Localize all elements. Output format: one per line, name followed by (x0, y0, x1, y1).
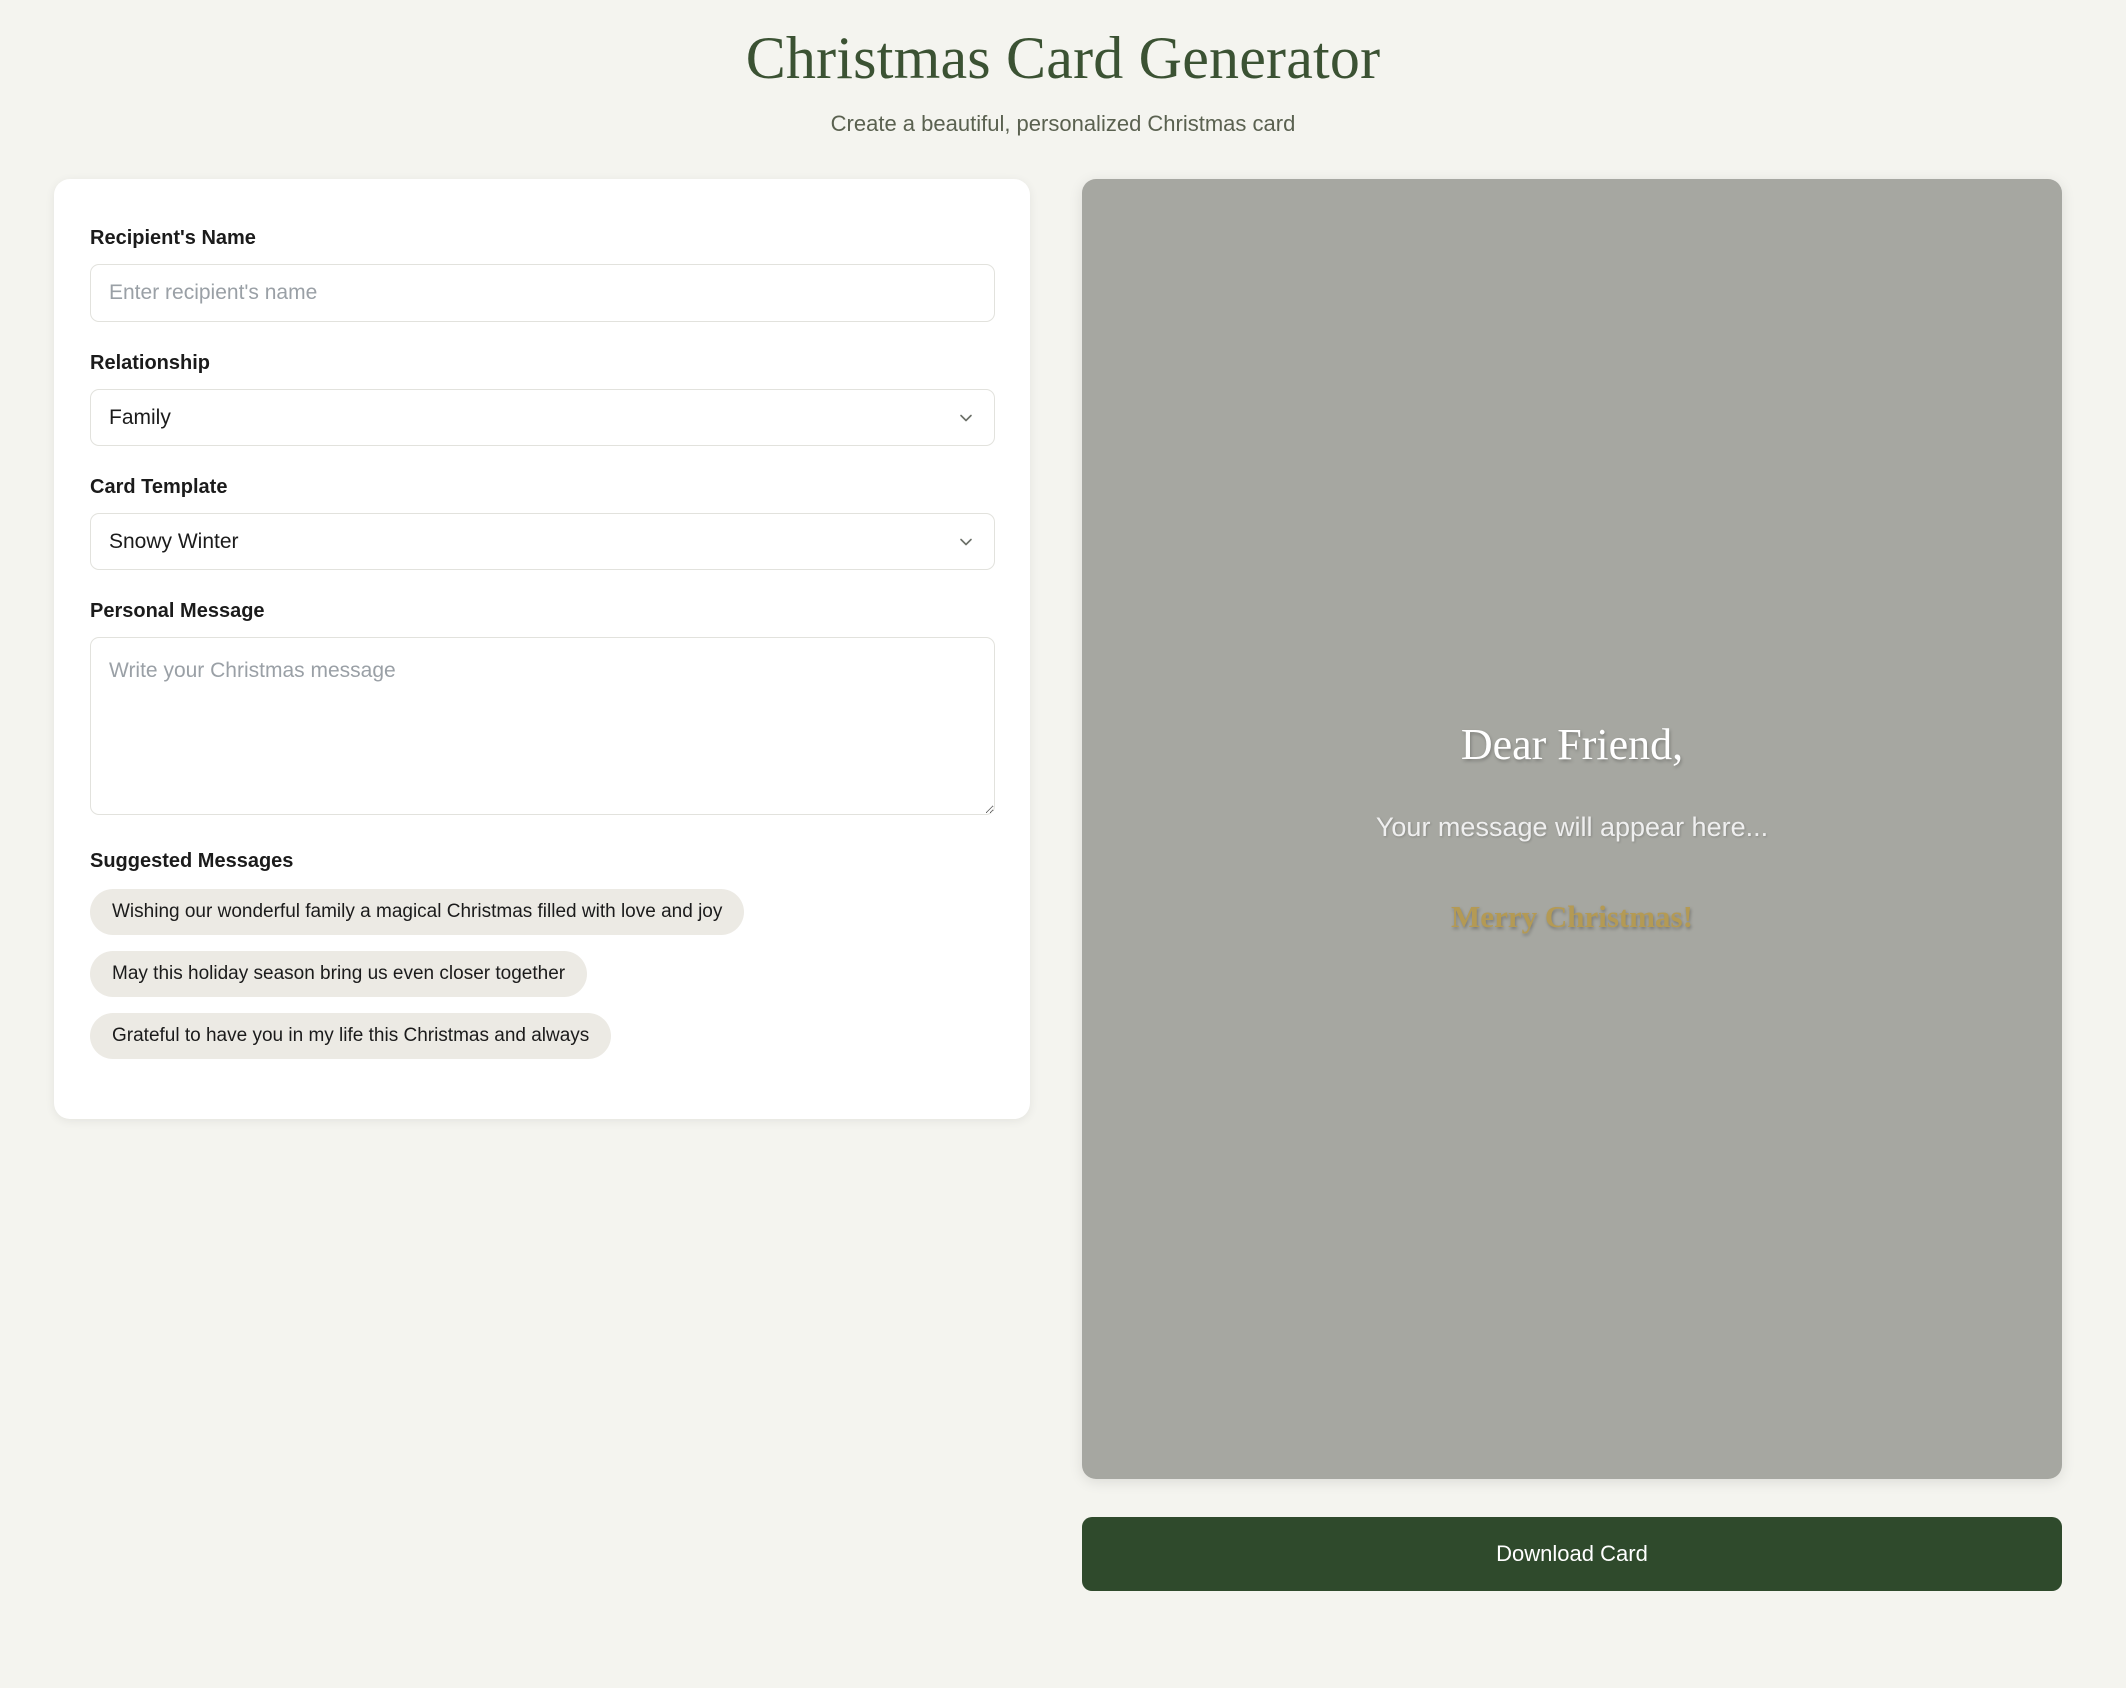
suggestion-row (90, 889, 994, 951)
template-select-wrap (90, 513, 995, 570)
template-field (90, 476, 994, 570)
message-label: Personal Message (90, 600, 265, 622)
page-title: Christmas Card Generator (745, 25, 1381, 91)
recipient-field (90, 227, 994, 322)
page-subtitle: Create a beautiful, personalized Christmas card (830, 111, 1296, 136)
recipient-name-input[interactable] (90, 264, 995, 322)
card-greeting: Dear Friend, (1460, 720, 1684, 769)
suggestion-chip[interactable]: Wishing our wonderful family a magical Christmas filled with love and joy (90, 889, 744, 935)
page-header (0, 0, 2126, 137)
suggested-messages-section (90, 850, 994, 1075)
suggestion-chip[interactable]: Grateful to have you in my life this Christmas and always (90, 1013, 611, 1059)
download-card-button[interactable]: Download Card (1082, 1517, 2062, 1591)
template-label: Card Template (90, 476, 228, 498)
suggestion-row (90, 1013, 994, 1075)
card-template-select[interactable] (90, 513, 995, 570)
suggestion-row (90, 951, 994, 1013)
card-signoff: Merry Christmas! (1451, 899, 1693, 934)
relationship-select[interactable] (90, 389, 995, 446)
main-layout (0, 137, 2126, 1591)
recipient-label: Recipient's Name (90, 227, 256, 249)
suggested-messages-label: Suggested Messages (90, 850, 294, 872)
card-preview-panel (1082, 179, 2062, 1591)
relationship-label: Relationship (90, 352, 211, 374)
relationship-field (90, 352, 994, 446)
card-form-panel (54, 179, 1030, 1119)
message-field (90, 600, 994, 820)
relationship-select-wrap (90, 389, 995, 446)
suggestion-chip[interactable]: May this holiday season bring us even closer together (90, 951, 587, 997)
personal-message-textarea[interactable] (90, 637, 995, 815)
card-message: Your message will appear here... (1375, 812, 1769, 842)
card-preview (1082, 179, 2062, 1479)
